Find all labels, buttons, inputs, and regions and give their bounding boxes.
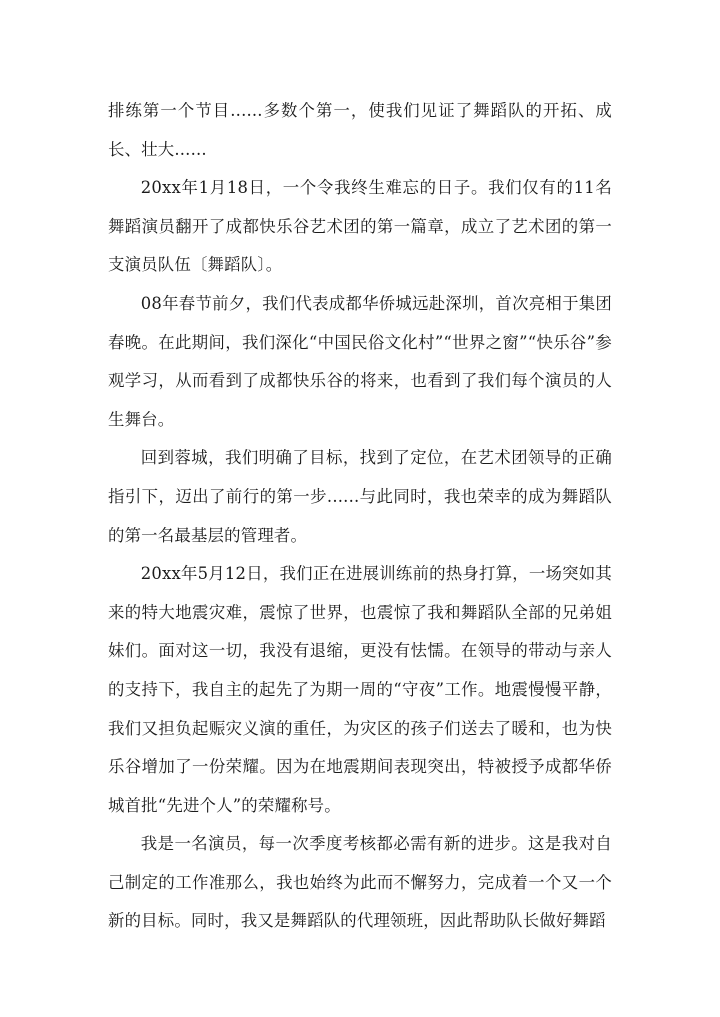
paragraph-5: 20xx年5月12日，我们正在进展训练前的热身打算，一场突如其来的特大地震灾难，震惊了世界，也震惊了我和舞蹈队全部的兄弟姐妹们。面对这一切，我没有退缩，更没有怯懦。在领导的带动与亲人的支持下，我自主的起先了为期一周的“守夜”工作。地震慢慢平静，我们又担负起赈灾义演的重任，为灾区的孩子们送去了暖和，也为快乐谷增加了一份荣耀。因为在地震期间表现突出，特被授予成都华侨城首批“先进个人”的荣耀称号。 (108, 564, 612, 815)
paragraph-1: 排练第一个节目......多数个第一，使我们见证了舞蹈队的开拓、成长、壮大...... (108, 101, 612, 159)
paragraph-3: 08年春节前夕，我们代表成都华侨城远赴深圳，首次亮相于集团春晚。在此期间，我们深化“中国民俗文化村”“世界之窗”“快乐谷”参观学习，从而看到了成都快乐谷的将来，也看到了我们每个演员的人生舞台。 (108, 293, 612, 429)
paragraph-4: 回到蓉城，我们明确了目标，找到了定位，在艺术团领导的正确指引下，迈出了前行的第一步......与此同时，我也荣幸的成为舞蹈队的第一名最基层的管理者。 (108, 448, 612, 545)
paragraph-6: 我是一名演员，每一次季度考核都必需有新的进步。这是我对自己制定的工作准那么，我也始终为此而不懈努力，完成着一个又一个新的目标。同时，我又是舞蹈队的代理领班，因此帮助队长做好舞蹈 (108, 834, 612, 931)
paragraph-2: 20xx年1月18日，一个令我终生难忘的日子。我们仅有的11名舞蹈演员翻开了成都快乐谷艺术团的第一篇章，成立了艺术团的第一支演员队伍〔舞蹈队〕。 (108, 178, 612, 275)
